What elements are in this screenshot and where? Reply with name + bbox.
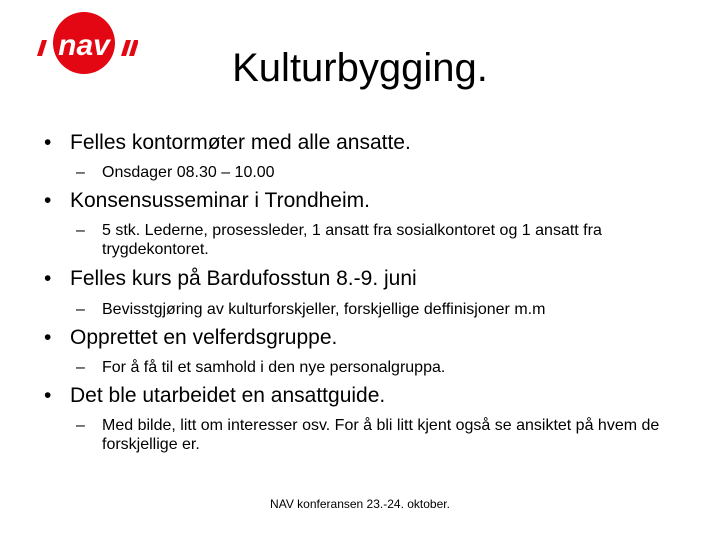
- bullet-text: Konsensusseminar i Trondheim.: [70, 189, 370, 212]
- sub-bullet-dash: –: [76, 417, 85, 434]
- sub-bullet-text: Med bilde, litt om interesser osv. For å bli litt kjent også se ansiktet på hvem de forskjellige er.: [102, 417, 660, 453]
- sub-bullet-dash: –: [76, 222, 85, 239]
- slide-title: Kulturbygging.: [232, 46, 488, 90]
- bullet-text: Felles kurs på Bardufosstun 8.-9. juni: [70, 267, 417, 290]
- bullet-dot: •: [44, 267, 52, 290]
- sub-bullet-text: Bevisstgjøring av kulturforskjeller, forskjellige deffinisjoner m.m: [102, 301, 546, 318]
- sub-bullet-dash: –: [76, 359, 85, 376]
- bullet-text: Det ble utarbeidet en ansattguide.: [70, 384, 386, 407]
- sub-bullet-item: [76, 358, 662, 377]
- sub-bullet-text: Onsdager 08.30 – 10.00: [102, 164, 275, 181]
- bullet-dot: •: [44, 326, 52, 349]
- bullet-dot: •: [44, 131, 52, 154]
- nav-logo-text: nav: [58, 29, 110, 62]
- sub-bullet-text: 5 stk. Lederne, prosessleder, 1 ansatt fra sosialkontoret og 1 ansatt fra trygdekontoret.: [102, 222, 602, 258]
- bullet-text: Opprettet en velferdsgruppe.: [70, 326, 338, 349]
- bullet-text: Felles kontormøter med alle ansatte.: [70, 131, 411, 154]
- sub-bullet-item: [76, 221, 662, 259]
- sub-bullet-text: For å få til et samhold i den nye personalgruppa.: [102, 359, 446, 376]
- bullet-dot: •: [44, 189, 52, 212]
- bullet-dot: •: [44, 384, 52, 407]
- sub-bullet-item: [76, 163, 662, 182]
- sub-bullet-item: [76, 300, 662, 319]
- slide-footer: NAV konferansen 23.-24. oktober.: [270, 497, 450, 511]
- sub-bullet-dash: –: [76, 164, 85, 181]
- sub-bullet-dash: –: [76, 301, 85, 318]
- sub-bullet-item: [76, 416, 662, 454]
